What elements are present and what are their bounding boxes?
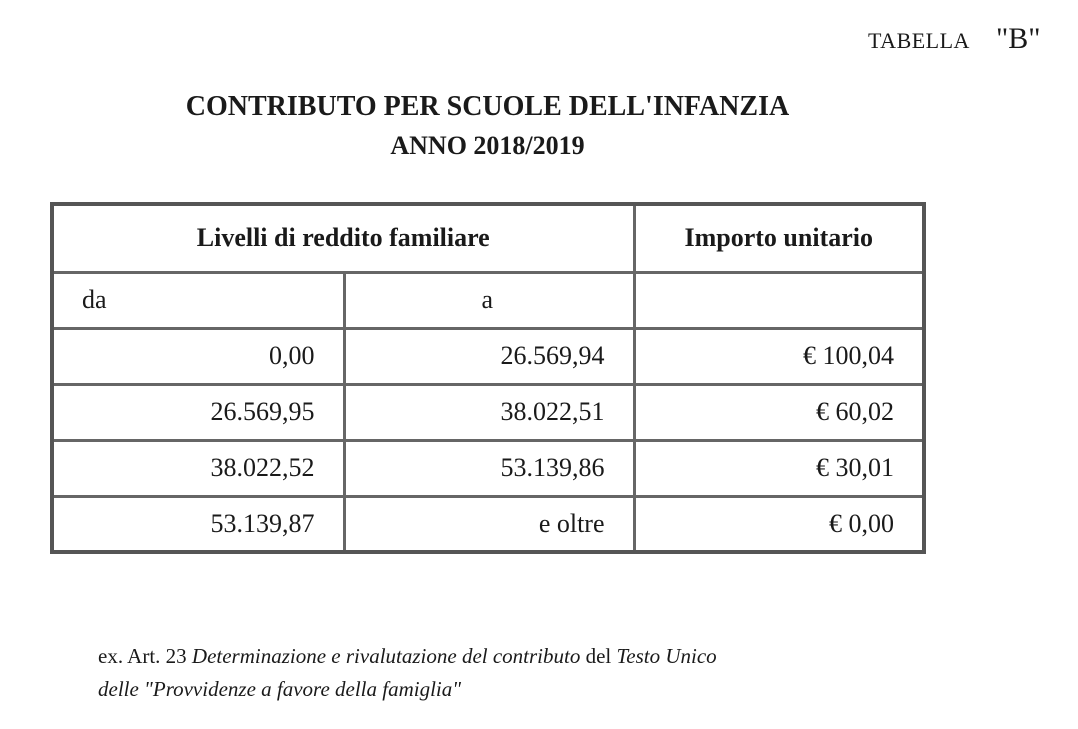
income-from-cell: 0,00	[52, 328, 344, 384]
from-subheader: da	[52, 272, 344, 328]
footnote-law-subtitle: delle "Provvidenze a favore della famiglia"	[98, 677, 462, 701]
footnote-article-title: Determinazione e rivalutazione del contributo	[191, 644, 581, 668]
amount-header: Importo unitario	[634, 204, 924, 272]
footnote-line-2	[98, 673, 717, 706]
income-levels-header: Livelli di reddito familiare	[52, 204, 634, 272]
amount-subheader-empty	[634, 272, 924, 328]
tabella-word: TABELLA	[868, 28, 970, 53]
to-subheader: a	[344, 272, 634, 328]
amount-cell: € 60,02	[634, 384, 924, 440]
table-label	[868, 22, 1040, 56]
amount-cell: € 100,04	[634, 328, 924, 384]
table-subheader-row	[52, 272, 924, 328]
footnote-article-ref: ex. Art. 23	[98, 644, 192, 668]
income-from-cell: 26.569,95	[52, 384, 344, 440]
table-row	[52, 496, 924, 552]
income-to-cell: e oltre	[344, 496, 634, 552]
income-to-cell: 53.139,86	[344, 440, 634, 496]
amount-cell: € 0,00	[634, 496, 924, 552]
amount-cell: € 30,01	[634, 440, 924, 496]
document-title: CONTRIBUTO PER SCUOLE DELL'INFANZIA	[185, 91, 790, 122]
table-row	[52, 328, 924, 384]
contribution-table	[50, 202, 926, 554]
footnote-line-1	[98, 640, 717, 673]
footnote-law-title: Testo Unico	[616, 644, 717, 668]
tabella-letter: "B"	[995, 22, 1041, 55]
income-from-cell: 53.139,87	[52, 496, 344, 552]
income-to-cell: 26.569,94	[344, 328, 634, 384]
footnote	[98, 640, 717, 706]
income-from-cell: 38.022,52	[52, 440, 344, 496]
table-header-row	[52, 204, 924, 272]
table-row	[52, 384, 924, 440]
footnote-connector: del	[580, 644, 617, 668]
income-to-cell: 38.022,51	[344, 384, 634, 440]
table-row	[52, 440, 924, 496]
document-subtitle: ANNO 2018/2019	[390, 131, 585, 160]
